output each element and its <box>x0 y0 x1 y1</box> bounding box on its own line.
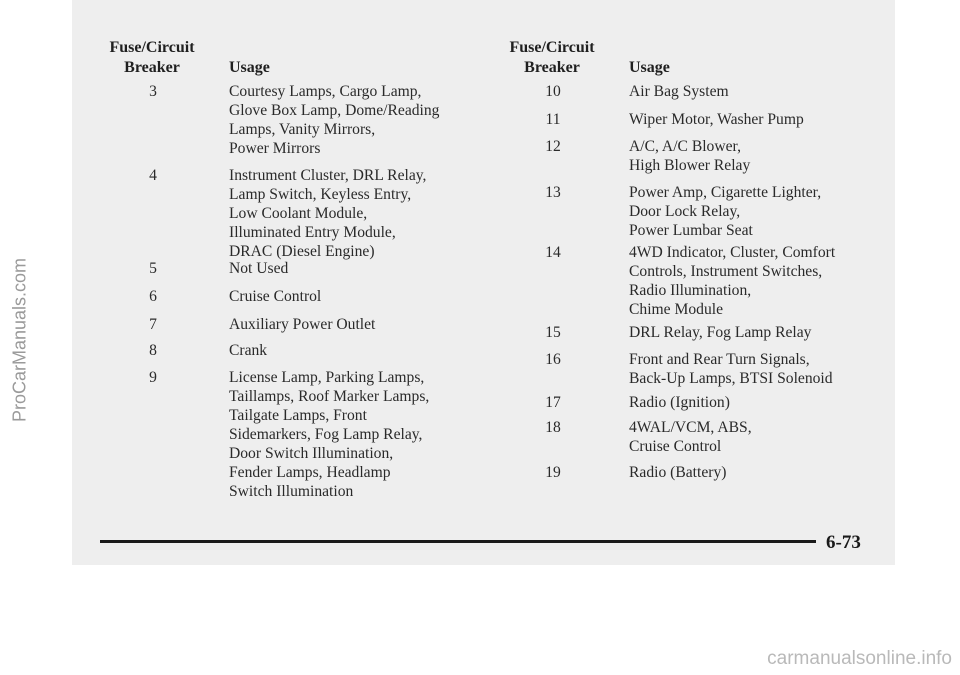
fuse-usage: Cruise Control <box>229 288 322 305</box>
fuse-usage: A/C, A/C Blower, High Blower Relay <box>629 138 751 174</box>
bottom-watermark: carmanualsonline.info <box>767 648 952 669</box>
fuse-usage: Air Bag System <box>629 83 729 100</box>
fuse-usage: Front and Rear Turn Signals, Back-Up Lamps, BTSI Solenoid <box>629 351 833 387</box>
fuse-usage: DRL Relay, Fog Lamp Relay <box>629 324 812 341</box>
fuse-number: 12 <box>545 138 561 155</box>
fuse-usage: Crank <box>229 342 268 359</box>
fuse-number: 17 <box>545 394 561 411</box>
fuse-number: 5 <box>149 260 157 277</box>
fuse-number: 3 <box>149 83 157 100</box>
fuse-usage: Power Amp, Cigarette Lighter, Door Lock Relay, Power Lumbar Seat <box>629 184 822 239</box>
fuse-number: 7 <box>149 316 157 333</box>
fuse-breaker-header: Fuse/Circuit Breaker <box>509 39 595 76</box>
fuse-usage: Wiper Motor, Washer Pump <box>629 111 804 128</box>
side-watermark-text: ProCarManuals.com <box>9 257 30 423</box>
fuse-number: 8 <box>149 342 157 359</box>
usage-header: Usage <box>629 59 670 76</box>
fuse-number: 4 <box>149 167 157 184</box>
fuse-number: 6 <box>149 288 157 305</box>
fuse-usage: Instrument Cluster, DRL Relay, Lamp Switch, Keyless Entry, Low Coolant Module, Illuminated Entry Module, DRAC (Diesel Engine) <box>229 167 427 260</box>
fuse-number: 18 <box>545 419 561 436</box>
side-watermark <box>0 0 40 675</box>
fuse-number: 19 <box>545 464 561 481</box>
fuse-usage: 4WAL/VCM, ABS, Cruise Control <box>629 419 752 455</box>
fuse-usage: Courtesy Lamps, Cargo Lamp, Glove Box Lamp, Dome/Reading Lamps, Vanity Mirrors, Power Mirrors <box>229 83 440 157</box>
fuse-number: 15 <box>545 324 561 341</box>
fuse-usage: 4WD Indicator, Cluster, Comfort Controls, Instrument Switches, Radio Illumination, Chime Module <box>629 244 836 318</box>
fuse-usage: Auxiliary Power Outlet <box>229 316 376 333</box>
fuse-breaker-header: Fuse/Circuit Breaker <box>109 39 195 76</box>
fuse-usage: Radio (Ignition) <box>629 394 730 411</box>
fuse-number: 16 <box>545 351 561 368</box>
fuse-usage: Radio (Battery) <box>629 464 727 481</box>
usage-header: Usage <box>229 59 270 76</box>
fuse-number: 10 <box>545 83 561 100</box>
fuse-usage: Not Used <box>229 260 289 277</box>
fuse-number: 9 <box>149 369 157 386</box>
page-number: 6-73 <box>826 532 861 553</box>
fuse-number: 11 <box>545 111 561 128</box>
fuse-usage: License Lamp, Parking Lamps, Taillamps, Roof Marker Lamps, Tailgate Lamps, Front Sidemarkers, Fog Lamp Relay, Door Switch Illumination, Fender Lamps, Headlamp Switch Illumination <box>229 369 430 500</box>
fuse-number: 13 <box>545 184 561 201</box>
footer-rule <box>100 540 816 543</box>
fuse-number: 14 <box>545 244 561 261</box>
